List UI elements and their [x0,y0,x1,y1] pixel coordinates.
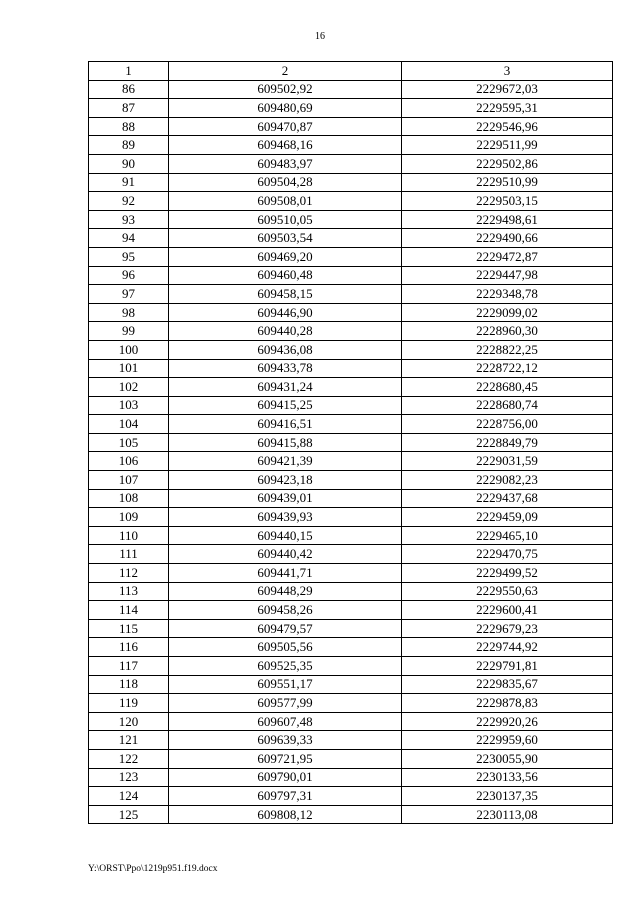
table-row [89,452,613,471]
coordinates-table [88,61,613,824]
y-coordinate-cell: 2229595,31 [402,99,613,118]
x-coordinate-cell: 609797,31 [169,787,402,806]
x-coordinate-cell: 609607,48 [169,712,402,731]
point-number-cell: 117 [89,657,169,676]
point-number-cell: 94 [89,229,169,248]
point-number-cell: 104 [89,415,169,434]
table-row [89,192,613,211]
table-row [89,489,613,508]
y-coordinate-cell: 2228722,12 [402,359,613,378]
point-number-cell: 88 [89,117,169,136]
x-coordinate-cell: 609790,01 [169,768,402,787]
table-row [89,378,613,397]
x-coordinate-cell: 609479,57 [169,619,402,638]
point-number-cell: 93 [89,210,169,229]
point-number-cell: 98 [89,303,169,322]
y-coordinate-cell: 2229437,68 [402,489,613,508]
point-number-cell: 87 [89,99,169,118]
y-coordinate-cell: 2229490,66 [402,229,613,248]
x-coordinate-cell: 609502,92 [169,80,402,99]
point-number-cell: 113 [89,582,169,601]
y-coordinate-cell: 2229672,03 [402,80,613,99]
table-row [89,545,613,564]
point-number-cell: 125 [89,805,169,824]
point-number-cell: 97 [89,285,169,304]
table-row [89,433,613,452]
x-coordinate-cell: 609508,01 [169,192,402,211]
table-row [89,601,613,620]
x-coordinate-cell: 609458,15 [169,285,402,304]
point-number-cell: 89 [89,136,169,155]
point-number-cell: 111 [89,545,169,564]
x-coordinate-cell: 609504,28 [169,173,402,192]
table-row [89,136,613,155]
table-row [89,694,613,713]
y-coordinate-cell: 2229550,63 [402,582,613,601]
y-coordinate-cell: 2229878,83 [402,694,613,713]
point-number-cell: 119 [89,694,169,713]
table-row [89,285,613,304]
point-number-cell: 108 [89,489,169,508]
y-coordinate-cell: 2230113,08 [402,805,613,824]
point-number-cell: 103 [89,396,169,415]
point-number-cell: 96 [89,266,169,285]
y-coordinate-cell: 2229503,15 [402,192,613,211]
y-coordinate-cell: 2229511,99 [402,136,613,155]
y-coordinate-cell: 2229470,75 [402,545,613,564]
x-coordinate-cell: 609510,05 [169,210,402,229]
table-row [89,117,613,136]
y-coordinate-cell: 2228849,79 [402,433,613,452]
point-number-cell: 95 [89,247,169,266]
table-row [89,805,613,824]
point-number-cell: 99 [89,322,169,341]
x-coordinate-cell: 609440,15 [169,526,402,545]
table-row [89,508,613,527]
x-coordinate-cell: 609431,24 [169,378,402,397]
y-coordinate-cell: 2228680,74 [402,396,613,415]
table-row [89,675,613,694]
table-row [89,787,613,806]
point-number-cell: 121 [89,731,169,750]
table-row [89,396,613,415]
point-number-cell: 116 [89,638,169,657]
table-row [89,210,613,229]
y-coordinate-cell: 2229099,02 [402,303,613,322]
point-number-cell: 100 [89,340,169,359]
table-row [89,749,613,768]
y-coordinate-cell: 2230133,56 [402,768,613,787]
point-number-cell: 118 [89,675,169,694]
x-coordinate-cell: 609439,01 [169,489,402,508]
x-coordinate-cell: 609639,33 [169,731,402,750]
table-row [89,657,613,676]
x-coordinate-cell: 609503,54 [169,229,402,248]
y-coordinate-cell: 2228680,45 [402,378,613,397]
point-number-cell: 107 [89,471,169,490]
y-coordinate-cell: 2229835,67 [402,675,613,694]
x-coordinate-cell: 609460,48 [169,266,402,285]
table-row [89,322,613,341]
y-coordinate-cell: 2229459,09 [402,508,613,527]
y-coordinate-cell: 2229744,92 [402,638,613,657]
table-row [89,564,613,583]
point-number-cell: 91 [89,173,169,192]
x-coordinate-cell: 609423,18 [169,471,402,490]
point-number-cell: 115 [89,619,169,638]
point-number-cell: 123 [89,768,169,787]
table-row [89,471,613,490]
point-number-cell: 102 [89,378,169,397]
table-row [89,229,613,248]
y-coordinate-cell: 2229791,81 [402,657,613,676]
y-coordinate-cell: 2229502,86 [402,154,613,173]
point-number-cell: 124 [89,787,169,806]
x-coordinate-cell: 609551,17 [169,675,402,694]
table-row [89,582,613,601]
table-row [89,712,613,731]
y-coordinate-cell: 2229510,99 [402,173,613,192]
table-header-row [89,62,613,81]
table-row [89,303,613,322]
table-row [89,638,613,657]
point-number-cell: 122 [89,749,169,768]
y-coordinate-cell: 2229546,96 [402,117,613,136]
point-number-cell: 105 [89,433,169,452]
x-coordinate-cell: 609577,99 [169,694,402,713]
table-row [89,340,613,359]
table-row [89,80,613,99]
table-row [89,526,613,545]
x-coordinate-cell: 609446,90 [169,303,402,322]
x-coordinate-cell: 609440,42 [169,545,402,564]
x-coordinate-cell: 609525,35 [169,657,402,676]
y-coordinate-cell: 2229447,98 [402,266,613,285]
y-coordinate-cell: 2228822,25 [402,340,613,359]
footer-file-path: Y:\ORST\Ppo\1219p951.f19.docx [88,864,218,874]
point-number-cell: 109 [89,508,169,527]
table-row [89,731,613,750]
y-coordinate-cell: 2229031,59 [402,452,613,471]
y-coordinate-cell: 2228756,00 [402,415,613,434]
y-coordinate-cell: 2229679,23 [402,619,613,638]
point-number-cell: 90 [89,154,169,173]
page-number: 16 [315,31,325,42]
y-coordinate-cell: 2229499,52 [402,564,613,583]
x-coordinate-cell: 609469,20 [169,247,402,266]
x-coordinate-cell: 609415,88 [169,433,402,452]
table-row [89,359,613,378]
y-coordinate-cell: 2228960,30 [402,322,613,341]
y-coordinate-cell: 2229959,60 [402,731,613,750]
y-coordinate-cell: 2229082,23 [402,471,613,490]
x-coordinate-cell: 609448,29 [169,582,402,601]
x-coordinate-cell: 609468,16 [169,136,402,155]
y-coordinate-cell: 2229465,10 [402,526,613,545]
table-row [89,173,613,192]
x-coordinate-cell: 609415,25 [169,396,402,415]
x-coordinate-cell: 609416,51 [169,415,402,434]
x-coordinate-cell: 609480,69 [169,99,402,118]
point-number-cell: 101 [89,359,169,378]
y-coordinate-cell: 2229920,26 [402,712,613,731]
point-number-cell: 114 [89,601,169,620]
point-number-cell: 112 [89,564,169,583]
x-coordinate-cell: 609433,78 [169,359,402,378]
x-coordinate-cell: 609421,39 [169,452,402,471]
table-row [89,266,613,285]
point-number-cell: 120 [89,712,169,731]
y-coordinate-cell: 2230055,90 [402,749,613,768]
x-coordinate-cell: 609505,56 [169,638,402,657]
column-header: 3 [402,62,613,81]
table-row [89,99,613,118]
x-coordinate-cell: 609441,71 [169,564,402,583]
x-coordinate-cell: 609439,93 [169,508,402,527]
column-header: 1 [89,62,169,81]
x-coordinate-cell: 609436,08 [169,340,402,359]
table-row [89,154,613,173]
y-coordinate-cell: 2230137,35 [402,787,613,806]
x-coordinate-cell: 609808,12 [169,805,402,824]
point-number-cell: 86 [89,80,169,99]
x-coordinate-cell: 609440,28 [169,322,402,341]
x-coordinate-cell: 609483,97 [169,154,402,173]
table-row [89,768,613,787]
table-row [89,415,613,434]
x-coordinate-cell: 609470,87 [169,117,402,136]
point-number-cell: 110 [89,526,169,545]
point-number-cell: 92 [89,192,169,211]
y-coordinate-cell: 2229348,78 [402,285,613,304]
y-coordinate-cell: 2229498,61 [402,210,613,229]
table-row [89,247,613,266]
x-coordinate-cell: 609458,26 [169,601,402,620]
point-number-cell: 106 [89,452,169,471]
column-header: 2 [169,62,402,81]
y-coordinate-cell: 2229600,41 [402,601,613,620]
x-coordinate-cell: 609721,95 [169,749,402,768]
y-coordinate-cell: 2229472,87 [402,247,613,266]
table-row [89,619,613,638]
